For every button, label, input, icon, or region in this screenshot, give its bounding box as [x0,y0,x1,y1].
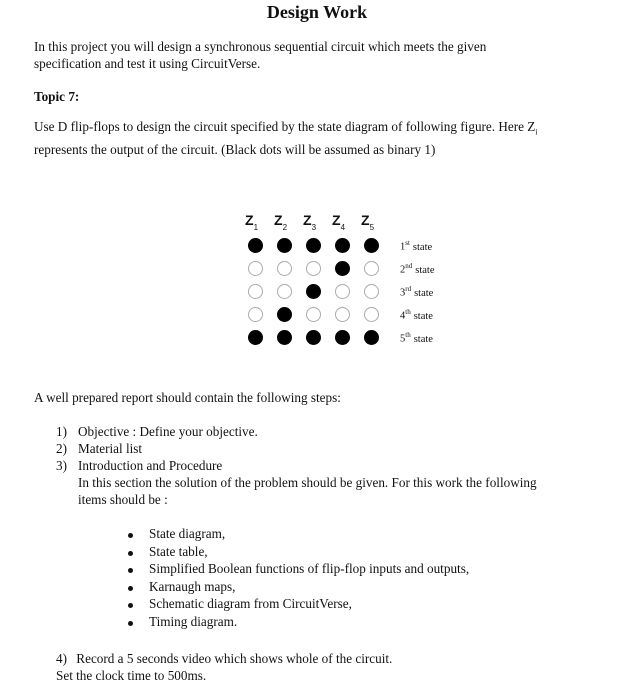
output-label-z4 [332,212,345,231]
step-number: 2) [56,441,67,456]
state-ordinal-suffix: th [405,331,411,339]
empty-dot [277,284,292,299]
state-label-5 [400,331,433,345]
bullet-item: Timing diagram. [149,614,238,629]
state-word: state [412,241,433,253]
step-number: 1) [56,424,67,439]
filled-dot [335,261,350,276]
filled-dot [277,307,292,322]
state-word: state [413,310,433,322]
state-label-4 [400,308,433,322]
step-text: Material list [78,441,143,456]
output-label-z2 [274,212,287,231]
bullet-icon [128,533,133,538]
bullet-item: Schematic diagram from CircuitVerse, [149,596,352,612]
state-number: 3 [400,287,406,299]
state-word: state [413,333,433,345]
task-line-1 [34,118,538,141]
filled-dot [335,330,350,345]
filled-dot [335,238,350,253]
filled-dot [306,238,321,253]
bullet-icon [128,568,133,573]
empty-dot [364,307,379,322]
step-number: 3) [56,458,67,473]
output-label-z3 [303,212,316,231]
output-label-letter: Z [274,212,283,228]
output-label-z5 [361,212,374,231]
state-ordinal-suffix: st [405,239,410,247]
output-label-letter: Z [303,212,312,228]
step-text: Introduction and Procedure [78,458,223,473]
empty-dot [306,307,321,322]
filled-dot [364,330,379,345]
task-line-1-text: Use D flip-flops to design the circuit specified by the state diagram of following figure. Here Z [34,119,536,134]
state-word: state [414,287,434,299]
empty-dot [248,284,263,299]
state-label-2 [400,262,435,276]
filled-dot [248,238,263,253]
state-number: 5 [400,333,406,345]
bullet-item: State diagram, [149,526,226,541]
final-note: Set the clock time to 500ms. [56,668,207,683]
state-label-1 [400,239,432,253]
filled-dot [277,238,292,253]
filled-dot [248,330,263,345]
state-ordinal-suffix: rd [405,285,412,293]
step3-description [78,474,537,508]
state-number: 2 [400,264,406,276]
output-label-subscript: 1 [253,222,259,232]
filled-dot [306,284,321,299]
empty-dot [248,307,263,322]
step3-desc-line-1: In this section the solution of the problem should be given. For this work the following [78,475,537,490]
bullet-item: Simplified Boolean functions of flip-flop inputs and outputs, [149,561,470,577]
report-intro: A well prepared report should contain the following steps: [34,390,341,405]
empty-dot [335,307,350,322]
state-word: state [415,264,435,276]
bullet-item: Karnaugh maps, [149,578,236,594]
state-number: 1 [400,241,406,253]
state-ordinal-suffix: nd [405,262,413,270]
output-label-subscript: 4 [340,222,346,232]
bullet-icon [128,621,133,626]
task-line-2: represents the output of the circuit. (Black dots will be assumed as binary 1) [34,141,436,157]
state-ordinal-suffix: th [405,308,411,316]
bullet-item: State table, [149,543,208,559]
step-text: Objective : Define your objective. [78,424,258,439]
empty-dot [335,284,350,299]
topic-heading: Topic 7: [34,89,80,104]
step-4 [56,650,392,667]
state-label-3 [400,285,433,299]
output-label-letter: Z [332,212,341,228]
task-subscript: i [535,127,538,137]
intro-paragraph [34,38,486,72]
empty-dot [248,261,263,276]
step3-desc-line-2: items should be : [78,492,168,507]
output-label-subscript: 2 [282,222,288,232]
state-number: 4 [400,310,406,322]
filled-dot [364,238,379,253]
step-number: 4) [56,651,67,666]
intro-line-1: In this project you will design a synchronous sequential circuit which meets the given [34,39,487,54]
bullet-icon [128,551,133,556]
output-label-z1 [245,212,258,231]
empty-dot [364,284,379,299]
filled-dot [306,330,321,345]
empty-dot [306,261,321,276]
empty-dot [277,261,292,276]
output-label-letter: Z [361,212,370,228]
state-diagram [240,212,460,352]
bullet-icon [128,586,133,591]
requirements-bullet-list [126,526,606,636]
intro-line-2: specification and test it using CircuitVerse. [34,56,261,71]
filled-dot [277,330,292,345]
empty-dot [364,261,379,276]
output-label-subscript: 3 [311,222,317,232]
output-label-letter: Z [245,212,254,228]
page-title: Design Work [266,2,368,22]
step-text: Record a 5 seconds video which shows whole of the circuit. [76,651,393,666]
task-paragraph [34,118,538,158]
bullet-icon [128,603,133,608]
output-label-subscript: 5 [369,222,375,232]
